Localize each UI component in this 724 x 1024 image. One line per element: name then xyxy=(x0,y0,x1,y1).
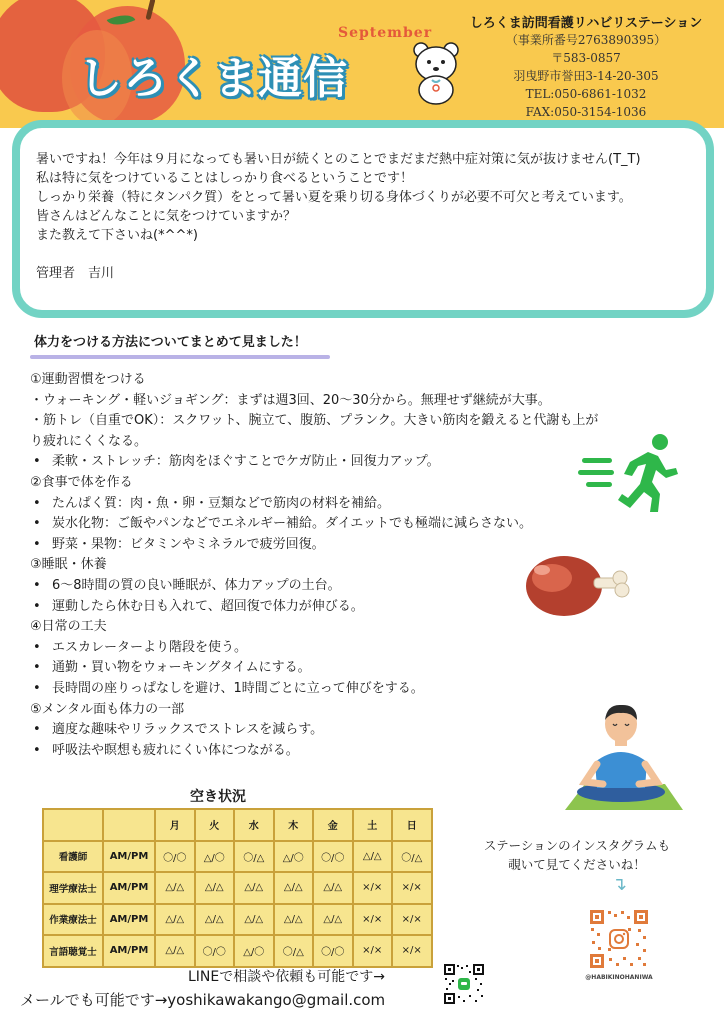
phone-number: TEL:050-6861-1032 xyxy=(525,87,647,101)
status-cell: 〇/△ xyxy=(392,841,432,873)
message-signature: 管理者 吉川 xyxy=(36,266,115,281)
day-header: 水 xyxy=(234,809,274,841)
time-cell: AM/PM xyxy=(103,935,155,967)
email-contact-text[interactable]: メールでも可能です→yoshikawakango@gmail.com xyxy=(20,991,386,1009)
availability-title: 空き状況 xyxy=(190,789,246,805)
message-line: 私は特に気をつけていることはしっかり食べるということです！ xyxy=(36,171,414,186)
availability-table xyxy=(42,808,433,968)
tip-bullet-text: 呼吸法や瞑想も疲れにくい体につながる。 xyxy=(52,742,299,758)
status-cell: 〇/△ xyxy=(274,935,314,967)
status-cell: ×/× xyxy=(353,935,393,967)
tip-heading: ②食事で体を作る xyxy=(30,474,133,490)
tip-bullet xyxy=(30,494,670,515)
message-line: 皆さんはどんなことに気をつけていますか？ xyxy=(36,209,297,224)
status-cell: △/△ xyxy=(195,904,235,936)
table-header-row xyxy=(43,809,432,841)
instagram-handle: @HABIKINOHANIWA xyxy=(585,974,653,981)
tip-bullet-text: 6〜8時間の質の良い睡眠が、体力アップの土台。 xyxy=(52,577,341,593)
office-number: （事業所番号2763890395） xyxy=(505,33,667,47)
tip-bullet xyxy=(30,452,670,473)
role-cell: 理学療法士 xyxy=(43,872,103,904)
status-cell: △/〇 xyxy=(195,841,235,873)
status-cell: △/△ xyxy=(274,872,314,904)
role-cell: 言語聴覚士 xyxy=(43,935,103,967)
tip-bullet-text: 野菜・果物：ビタミンやミネラルで疲労回復。 xyxy=(52,536,325,552)
tip-bullet-text: たんぱく質：肉・魚・卵・豆類などで筋肉の材料を補給。 xyxy=(52,495,391,511)
tip-bullet xyxy=(30,658,670,679)
message-line: また教えて下さいね(*^^*) xyxy=(36,228,198,243)
table-row xyxy=(43,841,432,873)
address: 羽曳野市誉田3-14-20-305 xyxy=(513,69,659,83)
tip-text: ・ウォーキング・軽いジョギング：まずは週3回、20〜30分から。無理せず継続が大事。 xyxy=(30,392,551,408)
tip-bullet xyxy=(30,638,670,659)
newsletter-title: しろくま通信 xyxy=(78,53,348,104)
status-cell: ×/× xyxy=(392,872,432,904)
instagram-line: 覗いて見てくださいね！ xyxy=(508,857,646,872)
tip-bullet-text: 適度な趣味やリラックスでストレスを減らす。 xyxy=(52,722,324,738)
manager-message xyxy=(36,150,706,283)
role-cell: 看護師 xyxy=(43,841,103,873)
status-cell: △/△ xyxy=(195,872,235,904)
day-header: 木 xyxy=(274,809,314,841)
tip-text: ・筋トレ（自重でOK）：スクワット、腕立て、腹筋、プランク。大きい筋肉を鍛えると代謝も上が xyxy=(30,413,599,429)
line-qr-code[interactable] xyxy=(443,963,485,1005)
time-cell: AM/PM xyxy=(103,841,155,873)
tip-heading: ①運動習慣をつける xyxy=(30,372,146,387)
month-label: September xyxy=(338,25,433,41)
status-cell: △/〇 xyxy=(274,841,314,873)
status-cell: △/△ xyxy=(155,872,195,904)
message-line: 暑いですね！今年は９月になっても暑い日が続くとのことでまだまだ熱中症対策に気が抜けません(T_T) xyxy=(36,152,641,167)
status-cell: △/△ xyxy=(234,872,274,904)
message-line: しっかり栄養（特にタンパク質）をとって暑い夏を乗り切る身体づくりが必要不可欠と考えています。 xyxy=(36,190,632,205)
tip-bullet-text: エスカレーターより階段を使う。 xyxy=(52,639,248,655)
station-name: しろくま訪問看護リハビリステーション xyxy=(469,16,703,31)
arrow-swirl-icon: ↴ xyxy=(612,874,628,895)
status-cell: △/△ xyxy=(274,904,314,936)
table-row xyxy=(43,872,432,904)
table-header-empty xyxy=(43,809,103,841)
time-cell: AM/PM xyxy=(103,904,155,936)
role-cell: 作業療法士 xyxy=(43,904,103,936)
day-header: 月 xyxy=(155,809,195,841)
day-header: 土 xyxy=(353,809,393,841)
time-cell: AM/PM xyxy=(103,872,155,904)
status-cell: 〇/△ xyxy=(234,841,274,873)
tip-heading: ⑤メンタル面も体力の一部 xyxy=(30,701,185,717)
status-cell: △/△ xyxy=(155,904,195,936)
spacer xyxy=(36,245,706,264)
tip-bullet-text: 運動したら休む日も入れて、超回復で体力が伸びる。 xyxy=(52,598,364,614)
tip-bullet-text: 長時間の座りっぱなしを避け、1時間ごとに立って伸びをする。 xyxy=(52,680,424,696)
tip-bullet xyxy=(30,514,670,535)
day-header: 金 xyxy=(313,809,353,841)
instagram-qr-code[interactable] xyxy=(588,908,650,970)
tip-text: り疲れにくくなる。 xyxy=(30,433,148,449)
day-header: 日 xyxy=(392,809,432,841)
status-cell: ×/× xyxy=(353,904,393,936)
tip-heading: ③睡眠・休養 xyxy=(30,557,107,573)
status-cell: ×/× xyxy=(353,872,393,904)
status-cell: 〇/〇 xyxy=(155,841,195,873)
meat-icon xyxy=(522,548,632,620)
station-info xyxy=(455,12,717,121)
postal-code: 〒583-0857 xyxy=(551,51,621,65)
status-cell: △/△ xyxy=(313,872,353,904)
status-cell: △/△ xyxy=(155,935,195,967)
tip-bullet-text: 柔軟・ストレッチ：筋肉をほぐすことでケガ防止・回復力アップ。 xyxy=(52,454,440,470)
tip-bullet xyxy=(30,679,670,700)
status-cell: △/△ xyxy=(353,841,393,873)
table-row xyxy=(43,935,432,967)
tip-bullet-text: 通勤・買い物をウォーキングタイムにする。 xyxy=(52,660,311,676)
status-cell: 〇/〇 xyxy=(313,935,353,967)
section-underline xyxy=(30,355,330,359)
section-title: 体力をつける方法についてまとめて見ました！ xyxy=(34,335,307,350)
fax-number: FAX:050-3154-1036 xyxy=(525,105,647,119)
status-cell: 〇/〇 xyxy=(195,935,235,967)
instagram-line: ステーションのインスタグラムも xyxy=(483,838,671,853)
table-row xyxy=(43,904,432,936)
meditation-person-icon xyxy=(555,702,685,812)
tip-bullet-text: 炭水化物：ご飯やパンなどでエネルギー補給。ダイエットでも極端に減らさない。 xyxy=(52,516,532,532)
instagram-message xyxy=(462,836,692,874)
running-person-icon xyxy=(578,432,688,514)
line-contact-text: LINEで相談や依頼も可能です→ xyxy=(188,969,385,985)
day-header: 火 xyxy=(195,809,235,841)
status-cell: 〇/〇 xyxy=(313,841,353,873)
status-cell: ×/× xyxy=(392,904,432,936)
tip-heading: ④日常の工夫 xyxy=(30,619,107,635)
header-banner xyxy=(0,0,724,128)
status-cell: △/△ xyxy=(313,904,353,936)
table-header-empty xyxy=(103,809,155,841)
status-cell: △/〇 xyxy=(234,935,274,967)
status-cell: △/△ xyxy=(234,904,274,936)
status-cell: ×/× xyxy=(392,935,432,967)
